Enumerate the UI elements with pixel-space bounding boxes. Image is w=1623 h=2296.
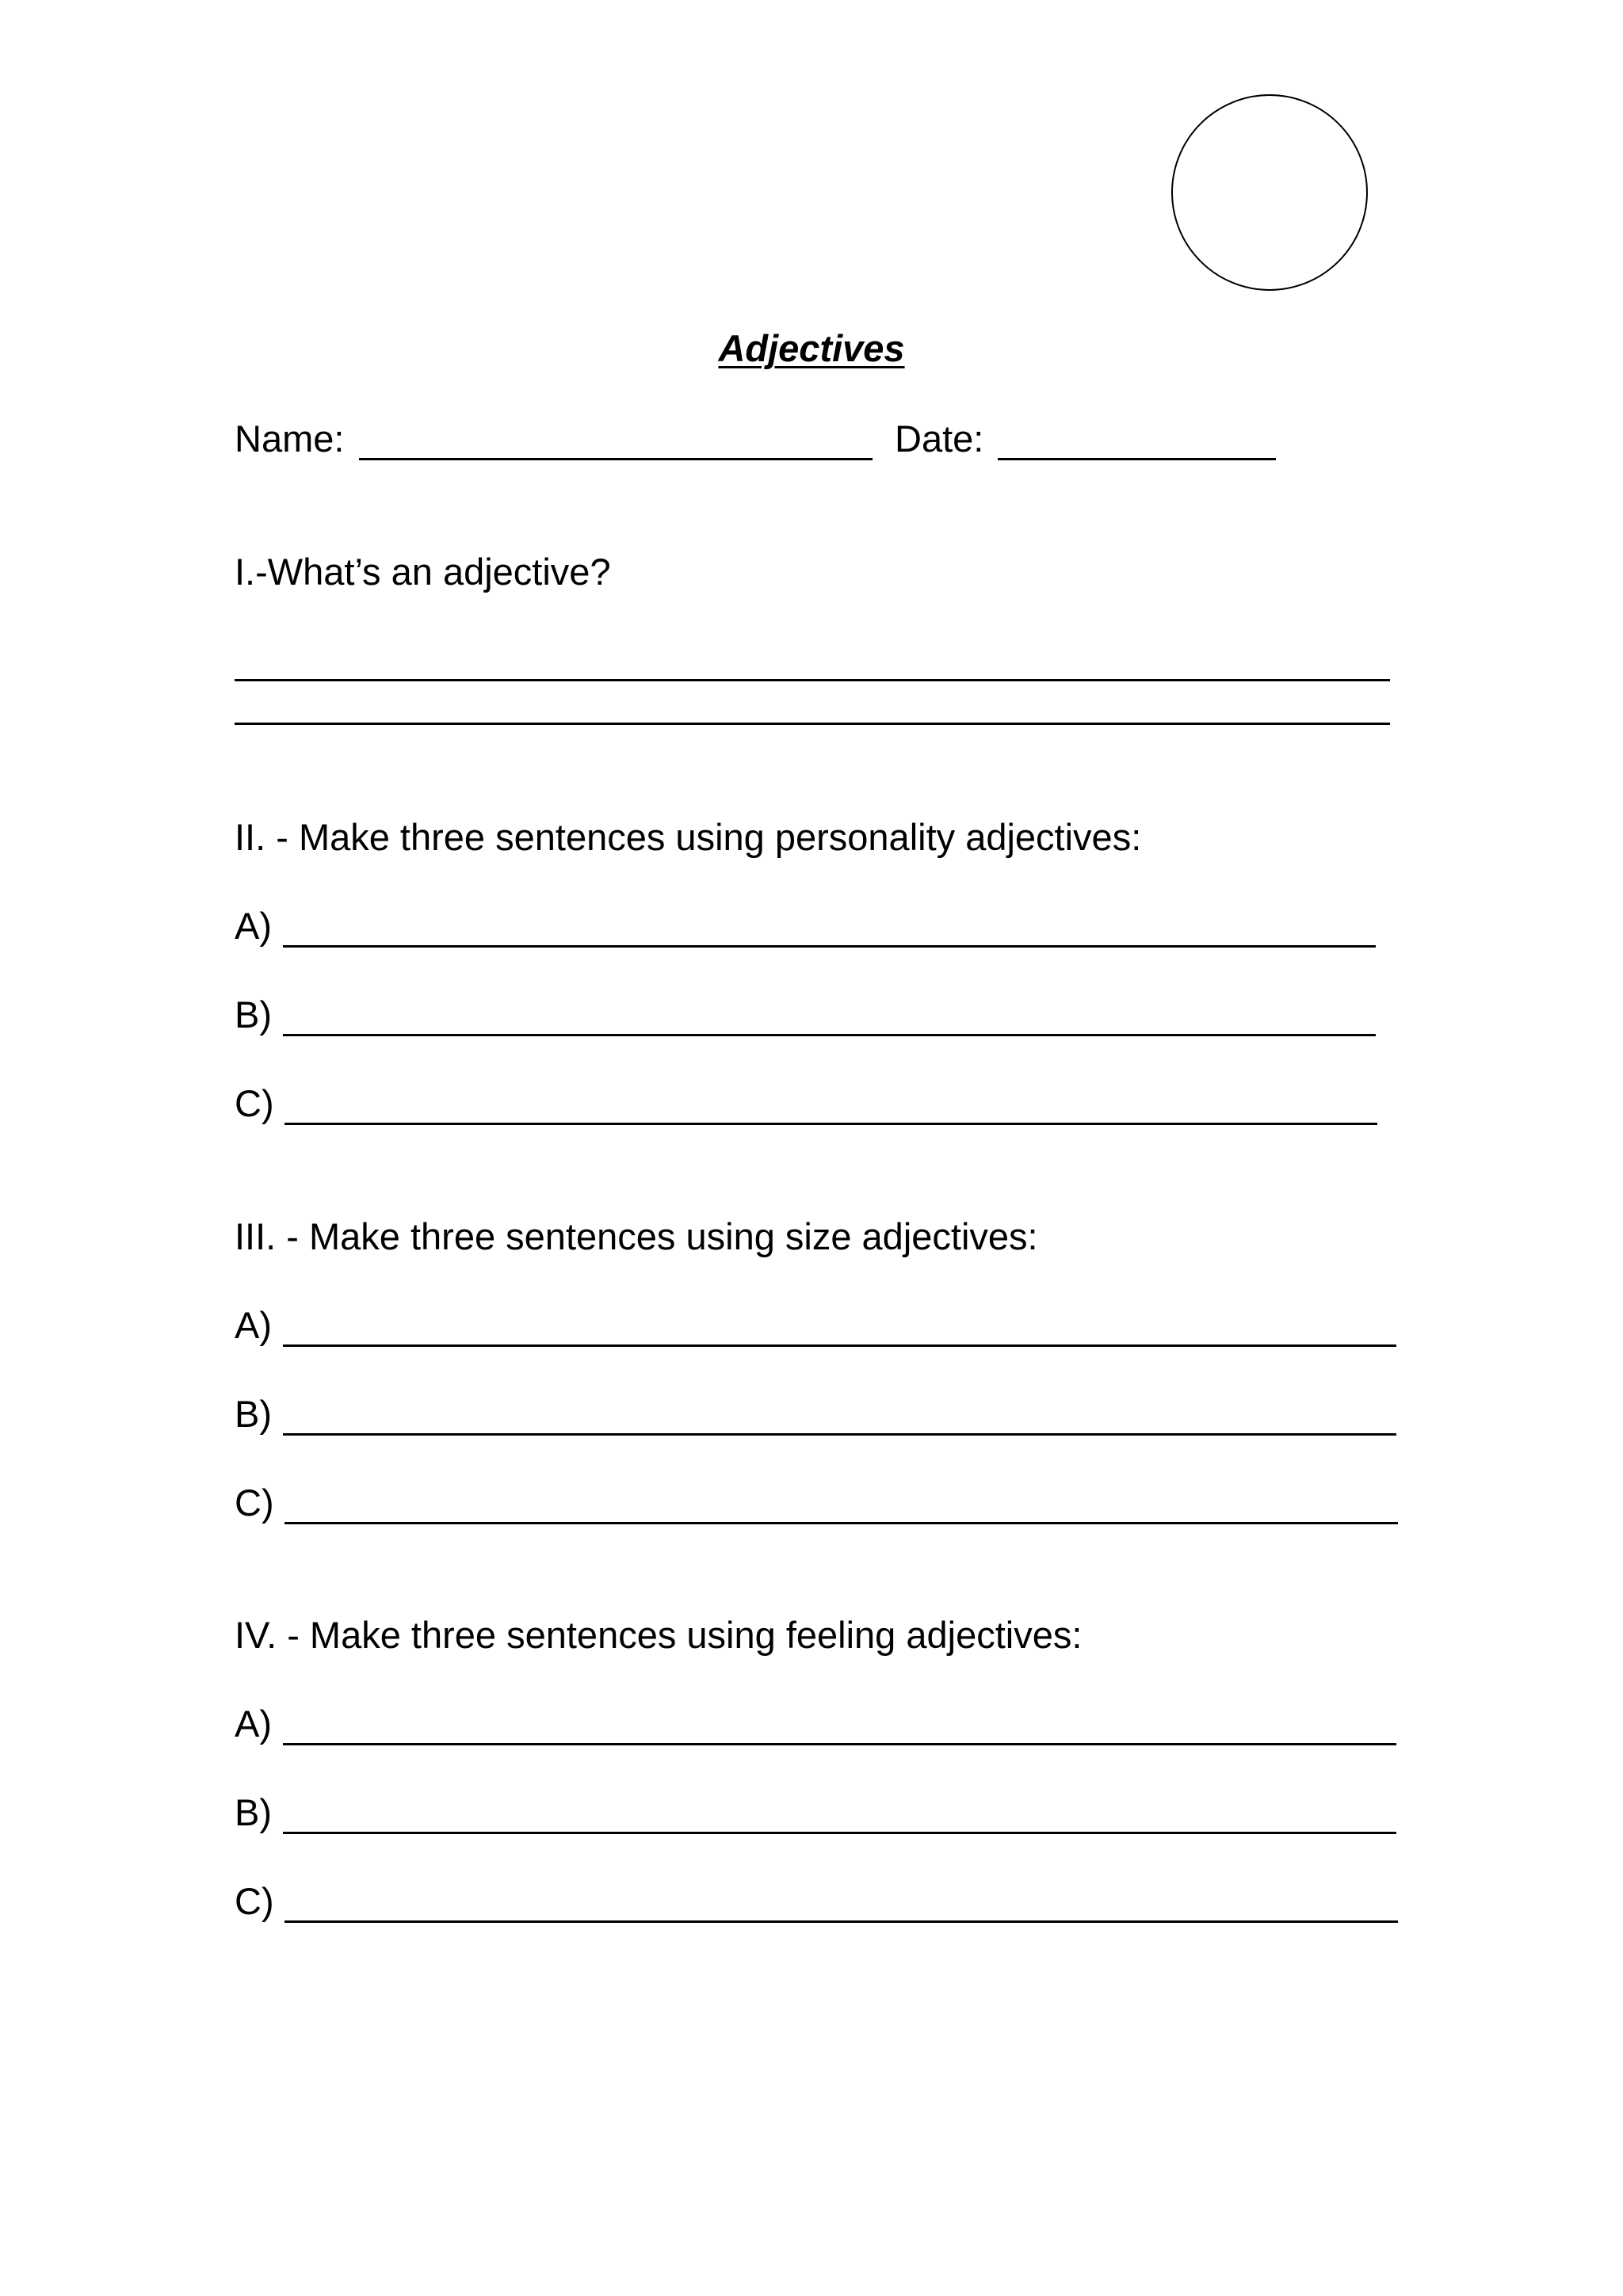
section1-question: I.-What’s an adjective? [235,551,611,593]
worksheet-title: Adjectives [718,327,905,369]
section2-item-a-line[interactable] [283,945,1376,948]
section4-item-c-line[interactable] [285,1920,1398,1923]
section1-answer-line-2[interactable] [235,723,1390,725]
section4-question: IV. - Make three sentences using feeling adjectives: [235,1614,1083,1656]
section3-question: III. - Make three sentences using size adjectives: [235,1215,1038,1257]
section4-item-a-label: A) [235,1703,272,1745]
section3-item-b-label: B) [235,1393,272,1435]
section2-item-c-label: C) [235,1082,274,1124]
section2-item-b-label: B) [235,994,272,1035]
section2-question: II. - Make three sentences using personality adjectives: [235,816,1142,858]
section3-item-c-label: C) [235,1482,274,1524]
date-blank-line[interactable] [998,458,1276,460]
date-label: Date: [895,418,984,460]
section3-item-c-line[interactable] [285,1522,1398,1524]
section4-item-a-line[interactable] [283,1743,1396,1745]
section4-item-c-label: C) [235,1880,274,1922]
section4-item-b-line[interactable] [283,1832,1396,1834]
section2-item-b-line[interactable] [283,1034,1376,1036]
section2-item-a-label: A) [235,905,272,947]
grade-circle [1171,94,1368,291]
name-label: Name: [235,418,345,460]
section3-item-b-line[interactable] [283,1433,1396,1436]
section2-item-c-line[interactable] [285,1123,1377,1125]
section4-item-b-label: B) [235,1791,272,1833]
section1-answer-line-1[interactable] [235,679,1390,681]
section3-item-a-label: A) [235,1304,272,1346]
name-blank-line[interactable] [359,458,873,460]
section3-item-a-line[interactable] [283,1344,1396,1347]
